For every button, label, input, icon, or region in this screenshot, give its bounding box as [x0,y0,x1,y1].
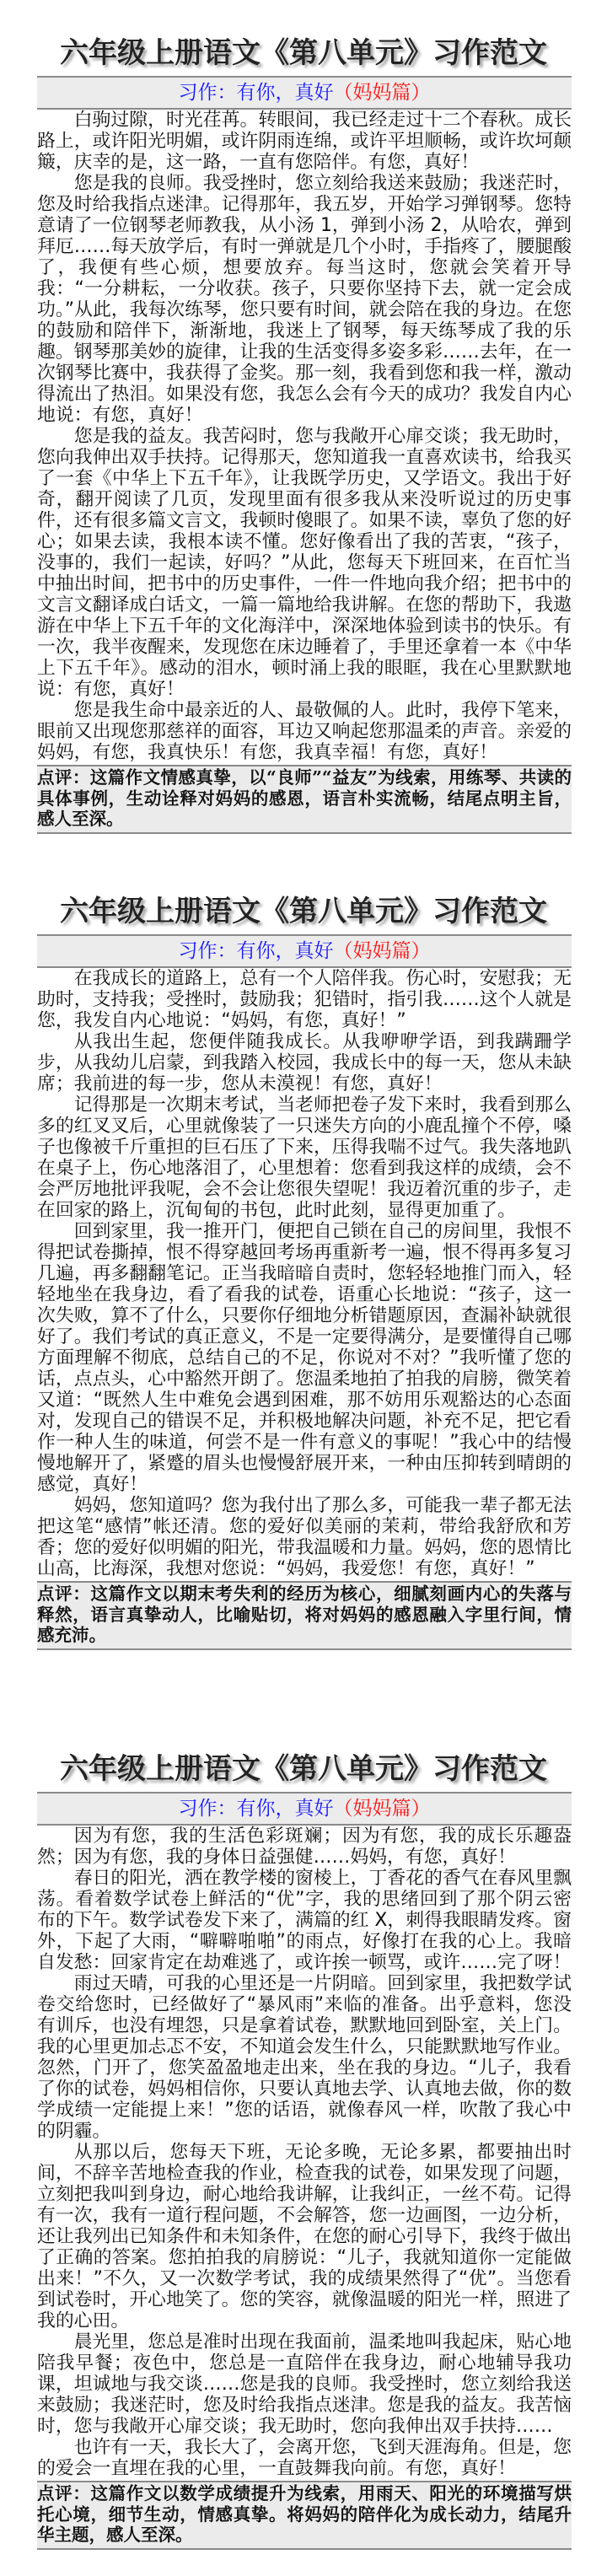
essay-body [37,968,572,1650]
essay-subtitle [37,1792,572,1826]
paragraph: 回到家里，我一推开门，便把自己锁在自己的房间里，我恨不得把试卷撕掉，恨不得穿越回考场再重新考一遍，恨不得再多复习几遍，再多翻翻笔记。正当我暗暗自责时，您轻轻地推门而入，轻轻地坐在我身边，看了看我的试卷，语重心长地说：“孩子，这一次失败，算不了什么，只要你仔细地分析错题原因，查漏补缺就很好了。我们考试的真正意义，不是一定要得满分，是要懂得自己哪方面理解不彻底，总结自己的不足，你说对不对？”我听懂了您的话，点点头，心中豁然开朗了。您温柔地拍了拍我的肩膀，微笑着又道：“既然人生中难免会遇到困难，那不妨用乐观豁达的心态面对，发现自己的错误不足，并积极地解决问题，补充不足，把它看作一种人生的味道，何尝不是一件有意义的事呢！”我心中的结慢慢地解开了，紧蹙的眉头也慢慢舒展开来，一种由压抑转到晴朗的感觉，真好！ [37,1221,572,1495]
paragraph: 白驹过隙，时光荏苒。转眼间，我已经走过十二个春秋。成长路上，或许阳光明媚，或许阴雨连绵，或许平坦顺畅，或许坎坷颠簸，庆幸的是，这一路，一直有您陪伴。有您，真好！ [37,110,572,173]
paragraph: 妈妈，您知道吗？您为我付出了那么多，可能我一辈子都无法把这笔“感情”帐还清。您的爱好似美丽的茉莉，带给我舒欣和芳香；您的爱好似明媚的阳光，带我温暖和力量。妈妈，您的恩情比山高，比海深，我想对您说：“妈妈，我爱您！有您，真好！” [37,1495,572,1579]
paragraph: 您是我生命中最亲近的人、最敬佩的人。此时，我停下笔来，眼前又出现您那慈祥的面容，耳边又响起您那温柔的声音。亲爱的妈妈，有您，我真快乐！有您，我真幸福！有您，真好！ [37,700,572,763]
subtitle-main: 习作：有你，真好 [178,1798,334,1820]
subtitle-paren: （妈妈篇） [333,1798,431,1820]
essay-comment: 点评：这篇作文情感真挚，以“良师”“益友”为线索，用练琴、共读的具体事例，生动诠释对妈妈的感恩，语言朴实流畅，结尾点明主旨，感人至深。 [37,765,572,834]
paragraph: 从那以后，您每天下班，无论多晚，无论多累，都要抽出时间，不辞辛苦地检查我的作业，检查我的试卷，如果发现了问题，立刻把我叫到身边，耐心地给我讲解，让我纠正，一丝不苟。记得有一次，我有一道行程问题，不会解答，您一边画图，一边分析，还让我列出已知条件和未知条件，在您的耐心引导下，我终于做出了正确的答案。您拍拍我的肩膀说：“儿子，我就知道你一定能做出来！”不久，又一次数学考试，我的成绩果然得了“优”。当您看到试卷时，开心地笑了。您的笑容，就像温暖的阳光一样，照进了我的心田。 [37,2142,572,2331]
essay-subtitle [37,76,572,110]
essay-title: 六年级上册语文《第八单元》习作范文 [60,1752,547,1786]
essay-body [37,1826,572,2550]
paragraph: 您是我的良师。我受挫时，您立刻给我送来鼓励；我迷茫时，您及时给我指点迷津。记得那年，我五岁，开始学习弹钢琴。您特意请了一位钢琴老师教我，从小汤 1，弹到小汤 2，从哈农，弹到拜厄……每天放学后，有时一弹就是几个小时，手指疼了，腰腿酸了，我便有些心烦，想要放弃。每当这时，您就会笑着开导我：“一分耕耘，一分收获。孩子，只要你坚持下去，就一定会成功。”从此，我每次练琴，您只要有时间，就会陪在我的身边。在您的鼓励和陪伴下，渐渐地，我迷上了钢琴，每天练琴成了我的乐趣。钢琴那美妙的旋律，让我的生活变得多姿多彩……去年，在一次钢琴比赛中，我获得了金奖。那一刻，我看到您和我一样，激动得流出了热泪。如果没有您，我怎么会有今天的成功？我发自内心地说：有您，真好！ [37,173,572,426]
paragraph: 晨光里，您总是准时出现在我面前，温柔地叫我起床，贴心地陪我早餐；夜色中，您总是一直陪伴在我身边，耐心地辅导我功课，坦诚地与我交谈……您是我的良师。我受挫时，您立刻给我送来鼓励；我迷茫时，您及时给我指点迷津。您是我的益友。我苦恼时，您与我敞开心扉交谈；我无助时，您向我伸出双手扶持…… [37,2331,572,2437]
paragraph: 记得那是一次期末考试，当老师把卷子发下来时，我看到那么多的红叉叉后，心里就像装了一只迷失方向的小鹿乱撞个不停，嗓子也像被千斤重担的巨石压了下来，压得我喘不过气。我失落地趴在桌子上，伤心地落泪了，心里想着：您看到我这样的成绩，会不会严厉地批评我呢，会不会让您很失望呢！我迈着沉重的步子，走在回家的路上，沉甸甸的书包，此时此刻，显得更加重了。 [37,1094,572,1221]
paragraph: 在我成长的道路上，总有一个人陪伴我。伤心时，安慰我；无助时，支持我；受挫时，鼓励我；犯错时，指引我……这个人就是您，我发自内心地说：“妈妈，有您，真好！” [37,968,572,1031]
essay-title: 六年级上册语文《第八单元》习作范文 [60,36,547,70]
essay-title: 六年级上册语文《第八单元》习作范文 [60,895,547,928]
paragraph: 您是我的益友。我苦闷时，您与我敞开心扉交谈；我无助时，您向我伸出双手扶持。记得那天，您知道我一直喜欢读书，给我买了一套《中华上下五千年》，让我既学历史，又学语文。我出于好奇，翻开阅读了几页，发现里面有很多我从来没听说过的历史事件，还有很多篇文言文，我顿时傻眼了。如果不读，辜负了您的好心；如果去读，我根本读不懂。您好像看出了我的苦衷，“孩子，没事的，我们一起读，好吗？”从此，您每天下班回来，在百忙当中抽出时间，把书中的历史事件，一件一件地向我介绍；把书中的文言文翻译成白话文，一篇一篇地给我讲解。在您的帮助下，我遨游在中华上下五千年的文化海洋中，深深地体验到读书的快乐。有一次，我半夜醒来，发现您在床边睡着了，手里还拿着一本《中华上下五千年》。感动的泪水，顿时涌上我的眼眶，我在心里默默地说：有您，真好！ [37,426,572,700]
essay-comment: 点评：这篇作文以期末考失利的经历为核心，细腻刻画内心的失落与释然，语言真挚动人，比喻贴切，将对妈妈的感恩融入字里行间，情感充沛。 [37,1581,572,1650]
subtitle-paren: （妈妈篇） [333,82,431,104]
essay-comment: 点评：这篇作文以数学成绩提升为线索，用雨天、阳光的环境描写烘托心境，细节生动，情感真挚。将妈妈的陪伴化为成长动力，结尾升华主题，感人至深。 [37,2481,572,2550]
paragraph: 因为有您，我的生活色彩斑斓；因为有您，我的成长乐趣盎然；因为有您，我的身体日益强健……妈妈，有您，真好！ [37,1826,572,1868]
subtitle-paren: （妈妈篇） [333,940,431,962]
paragraph: 也许有一天，我长大了，会离开您，飞到天涯海角。但是，您的爱会一直埋在我的心里，一直鼓舞我向前。有您，真好！ [37,2437,572,2479]
paragraph: 从我出生起，您便伴随我成长。从我咿咿学语，到我蹒跚学步，从我幼儿启蒙，到我踏入校园，我成长中的每一天，您从未缺席；我前进的每一步，您从未漠视！有您，真好！ [37,1031,572,1094]
subtitle-main: 习作：有你，真好 [178,940,334,962]
paragraph: 春日的阳光，洒在教学楼的窗棱上，丁香花的香气在春风里飘荡。看着数学试卷上鲜活的“优”字，我的思绪回到了那个阴云密布的下午。数学试卷发下来了，满篇的红 X，刺得我眼睛发疼。窗外，下起了大雨，“噼噼啪啪”的雨点，好像打在我的心上。我暗自发愁：回家肯定在劫难逃了，或许挨一顿骂，或许……完了呀！ [37,1868,572,1973]
paragraph: 雨过天晴，可我的心里还是一片阴暗。回到家里，我把数学试卷交给您时，已经做好了“暴风雨”来临的准备。出乎意料，您没有训斥，也没有埋怨，只是拿着试卷，默默地回到卧室，关上门。我的心里更加忐忑不安，不知道会发生什么，只能默默地写作业。忽然，门开了，您笑盈盈地走出来，坐在我的身边。“儿子，我看了你的试卷，妈妈相信你，只要认真地去学、认真地去做，你的数学成绩一定能提上来！”您的话语，就像春风一样，吹散了我心中的阴霾。 [37,1973,572,2142]
essay-subtitle [37,934,572,968]
subtitle-main: 习作：有你，真好 [178,82,334,104]
essay-body [37,110,572,834]
